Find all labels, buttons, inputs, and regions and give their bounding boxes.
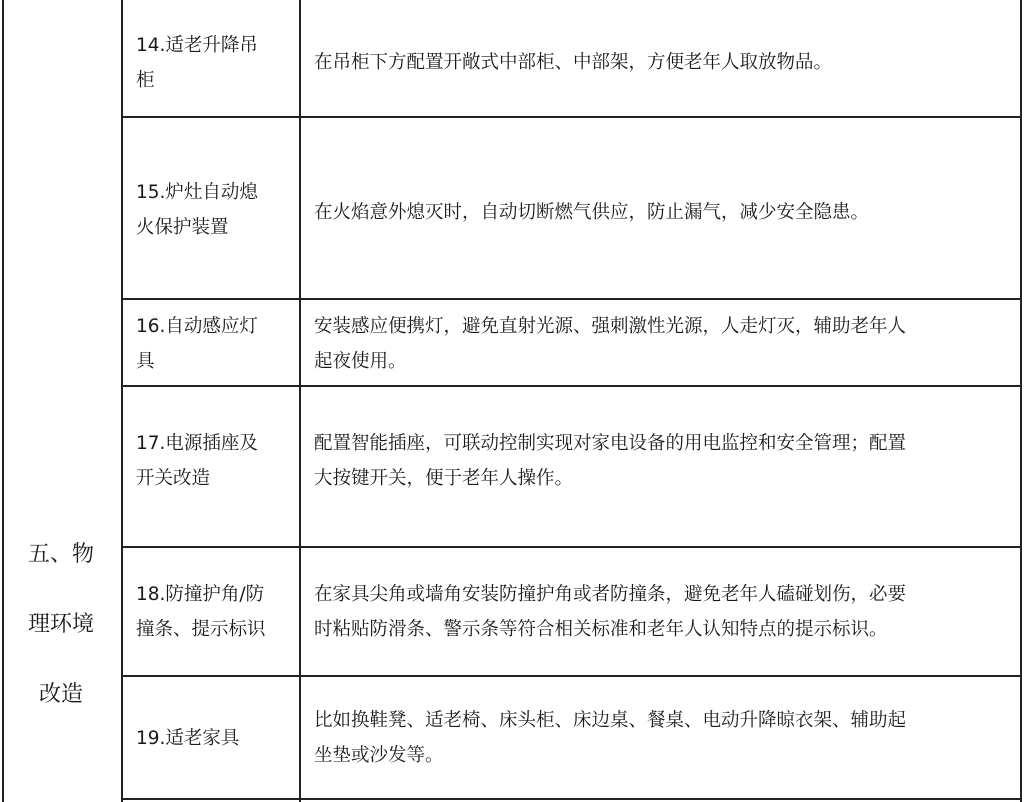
row-divider (121, 675, 1022, 677)
row-divider (121, 385, 1022, 387)
table-row-desc-15 (314, 192, 1014, 232)
table-row-desc-18 (314, 576, 1014, 648)
desc-line: 大按键开关，便于老年人操作。 (314, 468, 574, 489)
desc-line: 比如换鞋凳、适老椅、床头柜、床边桌、餐桌、电动升降晾衣架、辅助起 (314, 710, 907, 731)
table-row-item-18 (136, 576, 296, 648)
table-row-item-17 (136, 425, 296, 497)
row-divider (121, 546, 1022, 548)
item-line: 具 (136, 351, 155, 372)
desc-line: 安装感应便携灯，避免直射光源、强刺激性光源，人走灯灭，辅助老年人 (314, 316, 907, 337)
table-row-desc-17 (314, 425, 1014, 497)
table-border-item (299, 0, 301, 802)
item-line: 14.适老升降吊 (136, 35, 258, 56)
item-line: 17.电源插座及 (136, 433, 258, 454)
item-line: 16.自动感应灯 (136, 316, 258, 337)
item-line: 15.炉灶自动熄 (136, 182, 258, 203)
item-line: 火保护装置 (136, 217, 229, 238)
row-divider (121, 116, 1022, 118)
item-line: 18.防撞护角/防 (136, 584, 265, 605)
row-divider (121, 298, 1022, 300)
table-row-desc-16 (314, 308, 1014, 380)
table-border-right (1020, 0, 1022, 802)
table-row-item-19 (136, 718, 296, 758)
item-line: 柜 (136, 70, 155, 91)
table-row-item-14 (136, 26, 296, 100)
desc-line: 坐垫或沙发等。 (314, 745, 444, 766)
category-cell (0, 520, 122, 730)
table-row-desc-19 (314, 702, 1014, 774)
item-line: 19.适老家具 (136, 727, 240, 749)
desc-line: 在家具尖角或墙角安装防撞护角或者防撞条，避免老年人磕碰划伤，必要 (314, 584, 907, 605)
table-row-item-15 (136, 174, 296, 246)
desc-line: 起夜使用。 (314, 351, 407, 372)
table-row-item-16 (136, 308, 296, 380)
row-divider (121, 798, 1022, 800)
table-row-desc-14 (314, 42, 1014, 82)
category-line: 五、物 (27, 542, 94, 567)
item-line: 开关改造 (136, 468, 211, 489)
desc-line: 在吊柜下方配置开敞式中部柜、中部架，方便老年人取放物品。 (314, 51, 833, 73)
desc-line: 在火焰意外熄灭时，自动切断燃气供应，防止漏气，减少安全隐患。 (314, 201, 870, 223)
desc-line: 配置智能插座，可联动控制实现对家电设备的用电监控和安全管理；配置 (314, 433, 907, 454)
item-line: 撞条、提示标识 (136, 619, 266, 640)
desc-line: 时粘贴防滑条、警示条等符合相关标准和老年人认知特点的提示标识。 (314, 619, 888, 640)
category-line: 理环境 (27, 612, 94, 637)
category-line: 改造 (38, 682, 83, 707)
